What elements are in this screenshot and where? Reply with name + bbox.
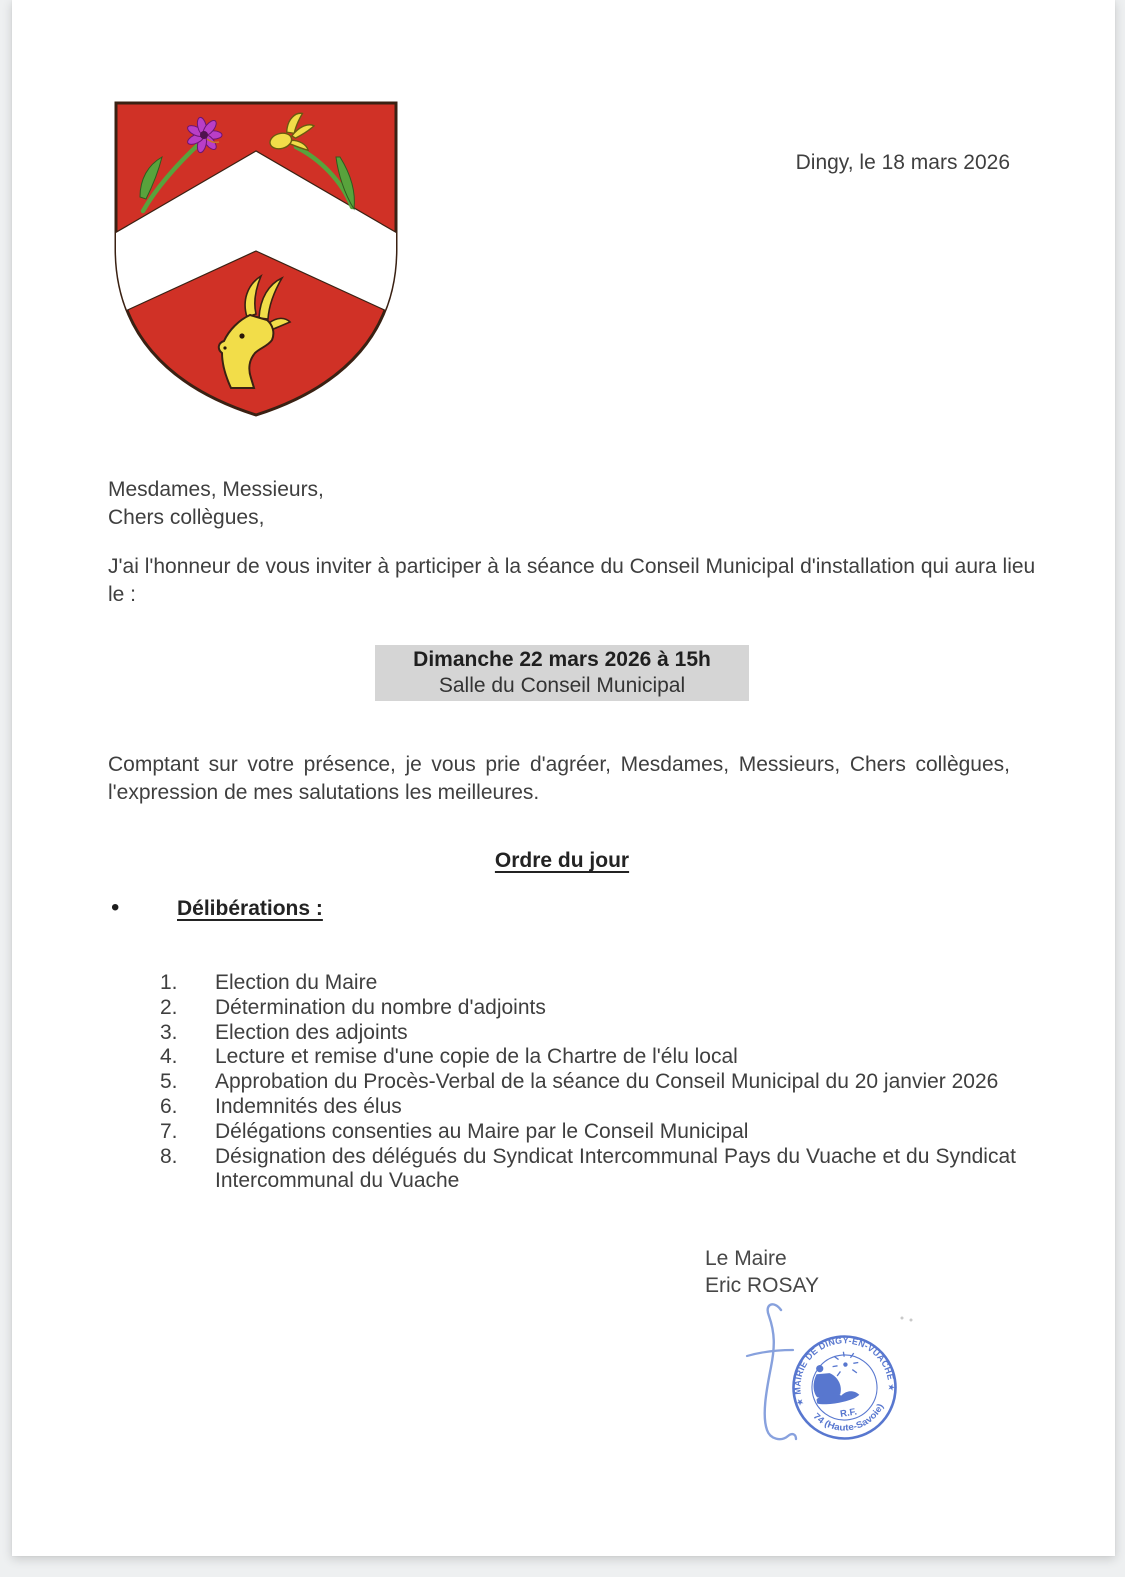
agenda-item: [160, 1095, 1016, 1120]
meeting-location: Salle du Conseil Municipal: [438, 674, 686, 697]
item-number: 1.: [160, 971, 178, 994]
item-number: 4.: [160, 1045, 178, 1069]
stamp-bottom-arc-text: 74 (Haute-Savoie): [811, 1402, 886, 1433]
item-text: Approbation du Procès-Verbal de la séance du Conseil Municipal du 20 janvier 2026: [215, 1070, 999, 1094]
ink-dots: [901, 1317, 913, 1322]
item-number: 7.: [160, 1119, 178, 1143]
item-number: 6.: [160, 1094, 178, 1118]
agenda-item: [160, 1145, 1016, 1195]
stamp-figure: [809, 1350, 864, 1407]
agenda-item: [160, 1021, 1016, 1046]
item-text: Election des adjoints: [215, 1020, 408, 1044]
date-line: Dingy, le 18 mars 2026: [795, 151, 1010, 174]
salutation-line-2: Chers collègues,: [108, 506, 265, 529]
meeting-datetime: Dimanche 22 mars 2026 à 15h: [413, 648, 711, 671]
agenda-item: [160, 1070, 1016, 1095]
agenda-title: Ordre du jour: [494, 849, 630, 872]
item-number: 3.: [160, 1020, 178, 1044]
signoff-role: Le Maire: [705, 1247, 787, 1270]
agenda-section-label: Délibérations :: [177, 897, 323, 920]
agenda-item: [160, 996, 1016, 1021]
bullet-icon: •: [111, 894, 120, 921]
stamp-top-arc-text: ★ MAIRIE DE DINGY-EN-VUACHE ★: [792, 1335, 897, 1408]
item-number: 2.: [160, 995, 178, 1019]
item-text: Détermination du nombre d'adjoints: [215, 995, 546, 1019]
signature-stroke: [747, 1304, 796, 1439]
item-number: 8.: [160, 1144, 178, 1168]
item-number: 5.: [160, 1070, 178, 1094]
signoff-name: Eric ROSAY: [705, 1274, 819, 1297]
item-text: Désignation des délégués du Syndicat Intercommunal Pays du Vuache et du Syndicat Intercommunal du Vuache: [215, 1144, 1016, 1193]
agenda-item: [160, 1120, 1016, 1145]
stamp-rf-text: R.F.: [839, 1406, 858, 1420]
intro-paragraph: J'ai l'honneur de vous inviter à participer à la séance du Conseil Municipal d'installation qui aura lieu le :: [108, 555, 1036, 606]
agenda-item: [160, 1045, 1016, 1070]
signature-and-stamp: [695, 1285, 995, 1490]
item-text: Election du Maire: [215, 971, 378, 994]
salutation-line-1: Mesdames, Messieurs,: [108, 478, 324, 501]
coat-of-arms-image: [110, 97, 402, 421]
item-text: Indemnités des élus: [215, 1094, 402, 1118]
agenda-list: [160, 971, 1016, 1194]
item-text: Lecture et remise d'une copie de la Chartre de l'élu local: [215, 1045, 738, 1069]
courtesy-paragraph: Comptant sur votre présence, je vous prie d'agréer, Mesdames, Messieurs, Chers collègues, l'expression de mes salutations les meilleures.: [108, 753, 1010, 804]
agenda-item: [160, 971, 1016, 996]
official-stamp: [785, 1328, 904, 1446]
salutation: [108, 476, 324, 532]
item-text: Délégations consenties au Maire par le Conseil Municipal: [215, 1119, 749, 1143]
meeting-highlight-box: [375, 645, 749, 701]
agenda-title-wrap: [108, 849, 1016, 873]
